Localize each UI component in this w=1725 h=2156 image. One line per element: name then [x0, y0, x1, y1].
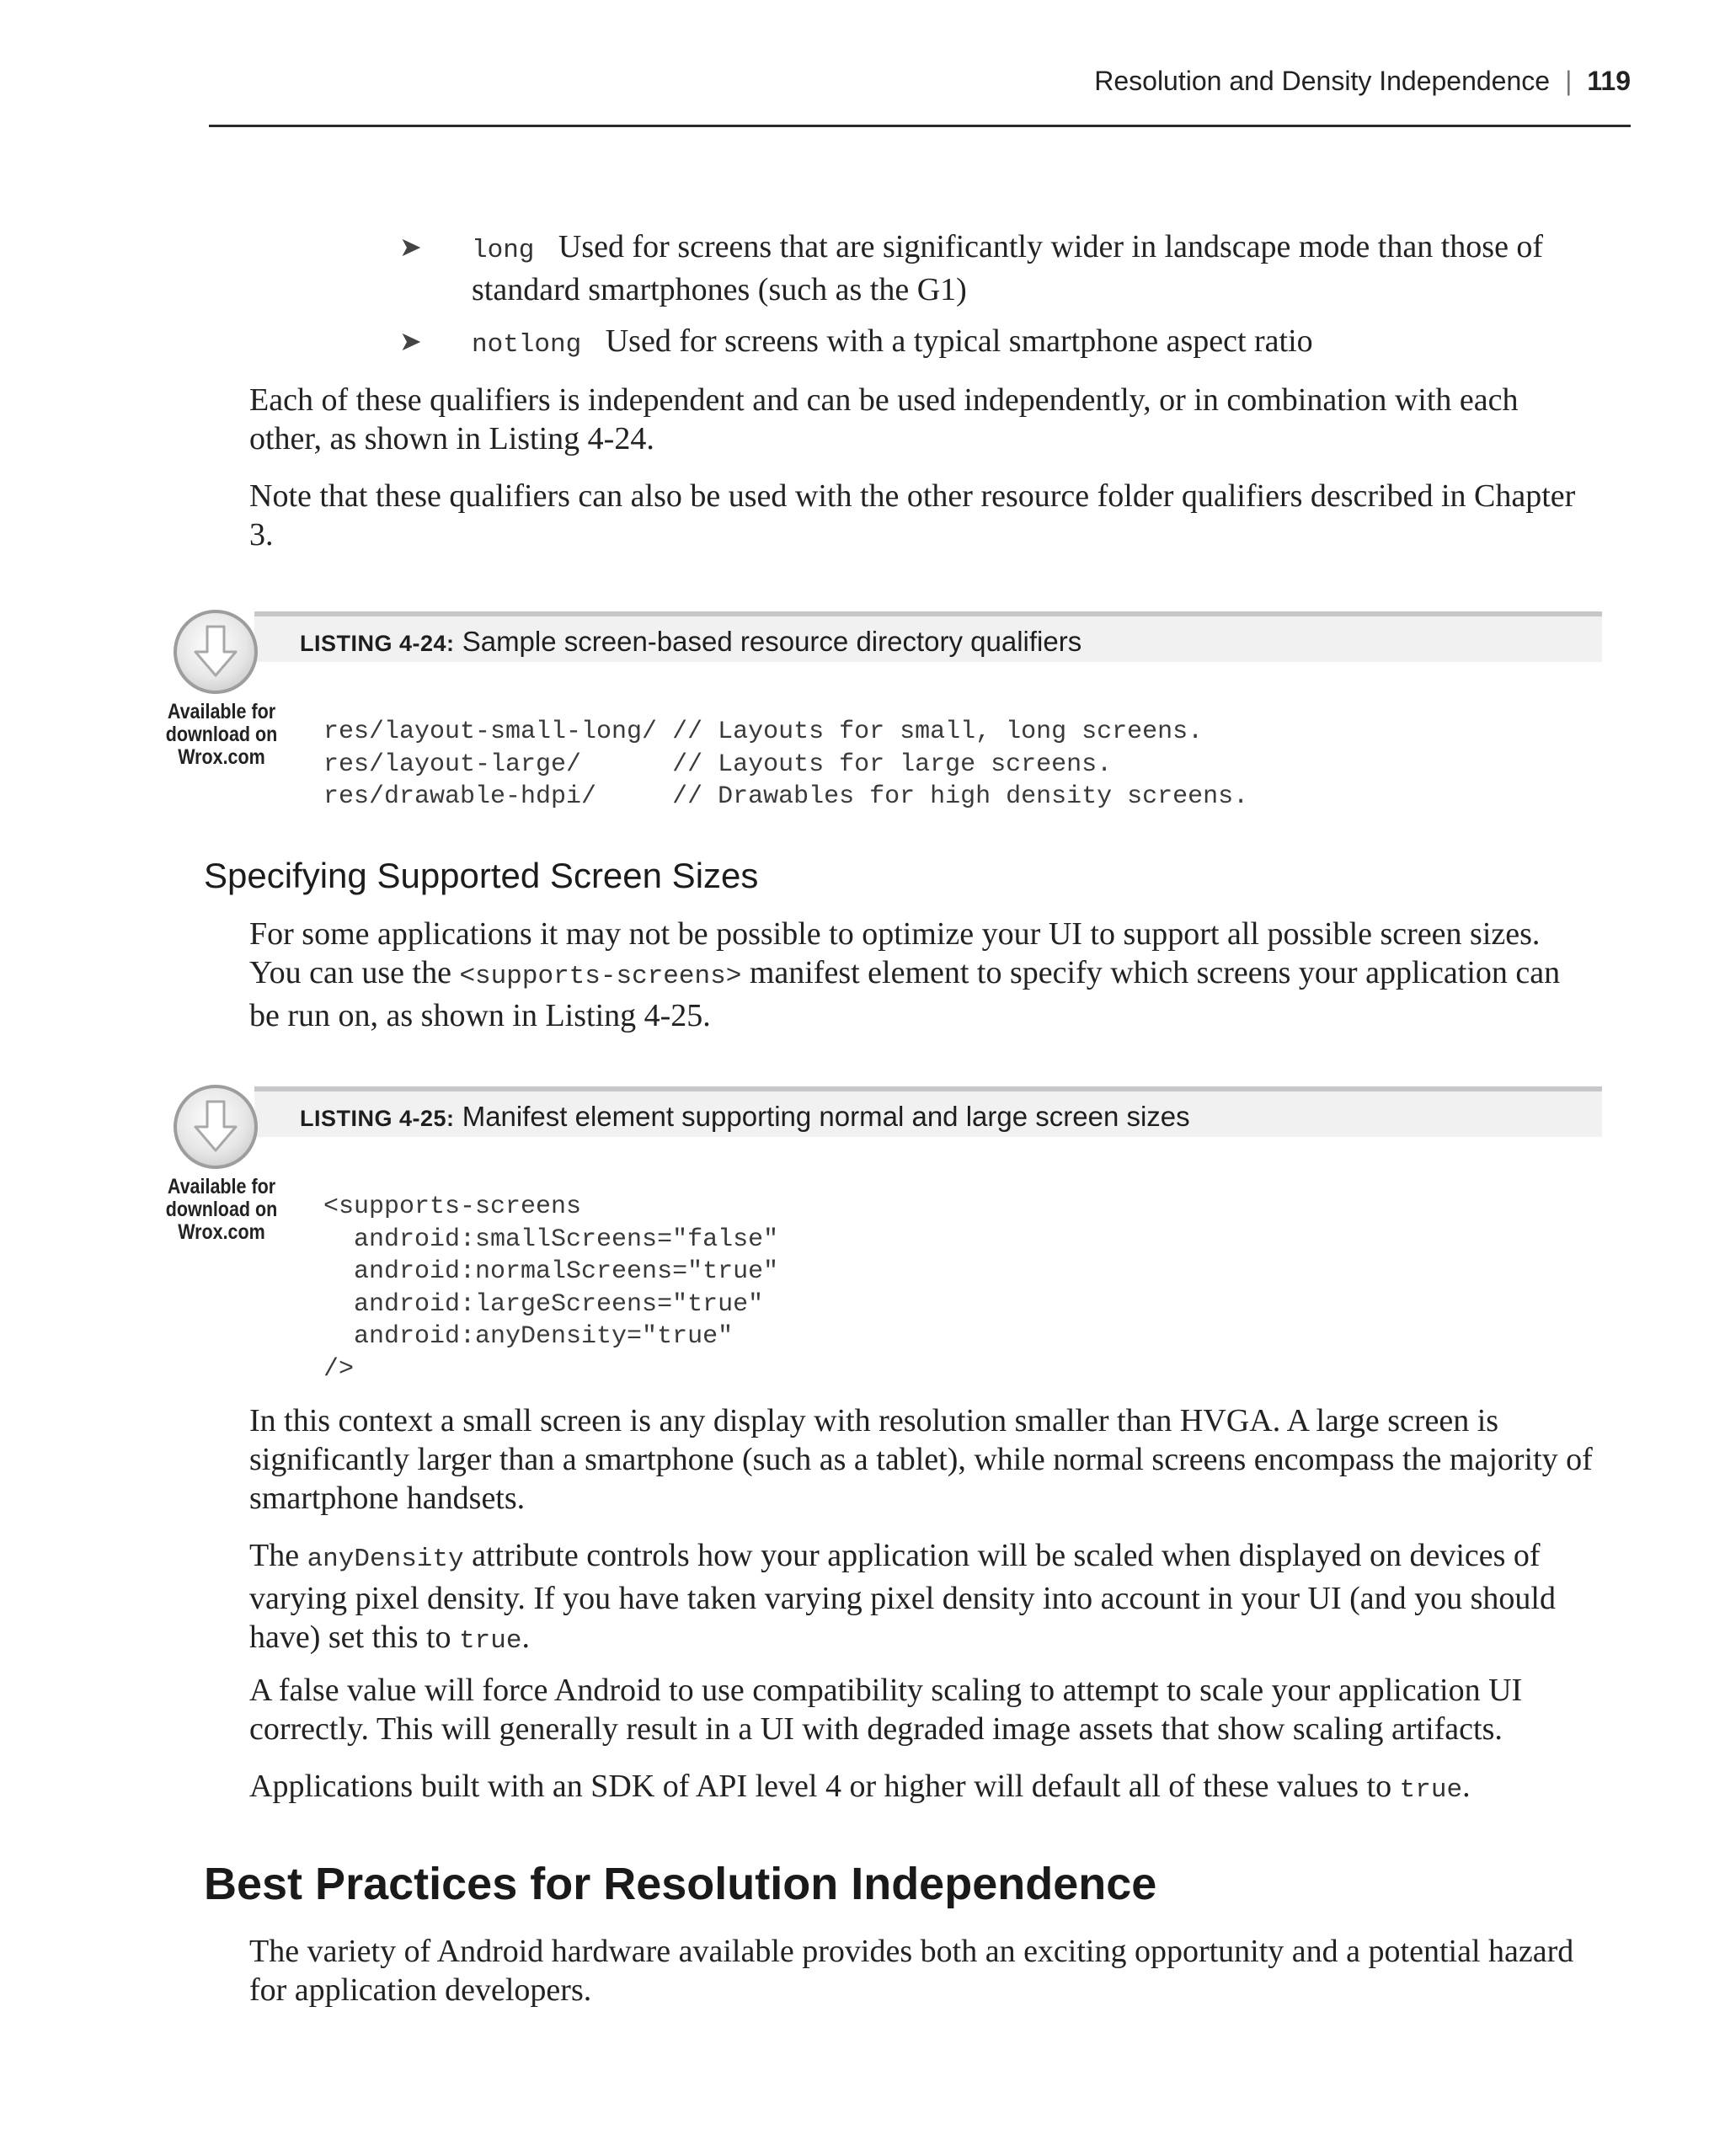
inline-code: true: [1399, 1775, 1463, 1805]
header-separator: |: [1565, 66, 1573, 96]
page-number: 119: [1587, 66, 1631, 96]
paragraph: The variety of Android hardware available provides both an exciting opportunity and a potential hazard for application developers.: [249, 1934, 1574, 2008]
listing-title: [300, 1101, 1190, 1133]
inline-code: true: [459, 1626, 522, 1656]
header-section-title: Resolution and Density Independence: [1094, 66, 1551, 96]
paragraph-text: .: [521, 1620, 530, 1655]
bullet-item-long: [472, 227, 1592, 309]
paragraph-text: For some applications it may not be possible to optimize your UI to support all possible screen sizes. You can use the: [249, 916, 1541, 990]
chapter-section-heading: Best Practices for Resolution Independence: [204, 1859, 1157, 1909]
paragraph-text: Applications built with an SDK of API level 4 or higher will default all of these values to: [249, 1769, 1392, 1804]
paragraph: [249, 1536, 1597, 1661]
running-header: [1094, 66, 1631, 97]
paragraph: [249, 1767, 1597, 1810]
listing-label: LISTING 4-24:: [300, 631, 455, 656]
listing-caption: Sample screen-based resource directory qualifiers: [462, 626, 1082, 657]
code-listing: <supports-screens android:smallScreens="false" android:normalScreens="true" android:largeScreens="true" android:anyDensity="true" />: [323, 1193, 779, 1384]
inline-code: <supports-screens>: [459, 962, 742, 991]
listing-caption: Manifest element supporting normal and large screen sizes: [462, 1101, 1190, 1132]
download-label: Available for download on Wrox.com: [165, 1175, 278, 1244]
section-heading: Specifying Supported Screen Sizes: [204, 856, 759, 895]
download-arrow-icon: [174, 610, 258, 694]
bullet-item-notlong: [472, 322, 1592, 365]
download-label: Available for download on Wrox.com: [165, 700, 278, 769]
paragraph: Note that these qualifiers can also be used with the other resource folder qualifiers described in Chapter 3.: [249, 478, 1576, 552]
bullet-code: long: [472, 236, 535, 265]
bullet-code: notlong: [472, 330, 582, 360]
inline-code: anyDensity: [307, 1545, 464, 1574]
paragraph: A false value will force Android to use compatibility scaling to attempt to scale your application UI correctly. This will generally result in a UI with degraded image assets that show scaling artifacts.: [249, 1673, 1523, 1747]
paragraph-text: The: [249, 1538, 300, 1573]
code-listing: res/layout-small-long/ // Layouts for small, long screens. res/layout-large/ // Layouts for large screens. res/drawable-hdpi/ // Drawables for high density screens.: [323, 718, 1249, 811]
header-rule: [209, 125, 1631, 127]
bullet-text: Used for screens with a typical smartphone aspect ratio: [605, 323, 1313, 359]
paragraph-text: .: [1462, 1769, 1471, 1804]
download-arrow-icon: [174, 1085, 258, 1169]
paragraph-text: attribute controls how your application will be scaled when displayed on devices of varying pixel density. If you have taken varying pixel density into account in your UI (and you should have) set this to: [249, 1538, 1556, 1655]
paragraph-text: manifest element to specify which screens your application can be run on, as shown in Listing 4-25.: [249, 955, 1561, 1033]
listing-title: [300, 626, 1081, 658]
bullet-text: Used for screens that are significantly wider in landscape mode than those of standard smartphones (such as the G1): [472, 229, 1544, 307]
paragraph: In this context a small screen is any display with resolution smaller than HVGA. A large screen is significantly larger than a smartphone (such as a tablet), while normal screens encompass the majority of smartphone handsets.: [249, 1403, 1593, 1516]
listing-label: LISTING 4-25:: [300, 1106, 455, 1131]
arrowhead-bullet-icon: ➤: [399, 232, 422, 262]
paragraph: Each of these qualifiers is independent and can be used independently, or in combination with each other, as shown in Listing 4-24.: [249, 382, 1519, 456]
arrowhead-bullet-icon: ➤: [399, 326, 422, 356]
paragraph: [249, 915, 1597, 1035]
